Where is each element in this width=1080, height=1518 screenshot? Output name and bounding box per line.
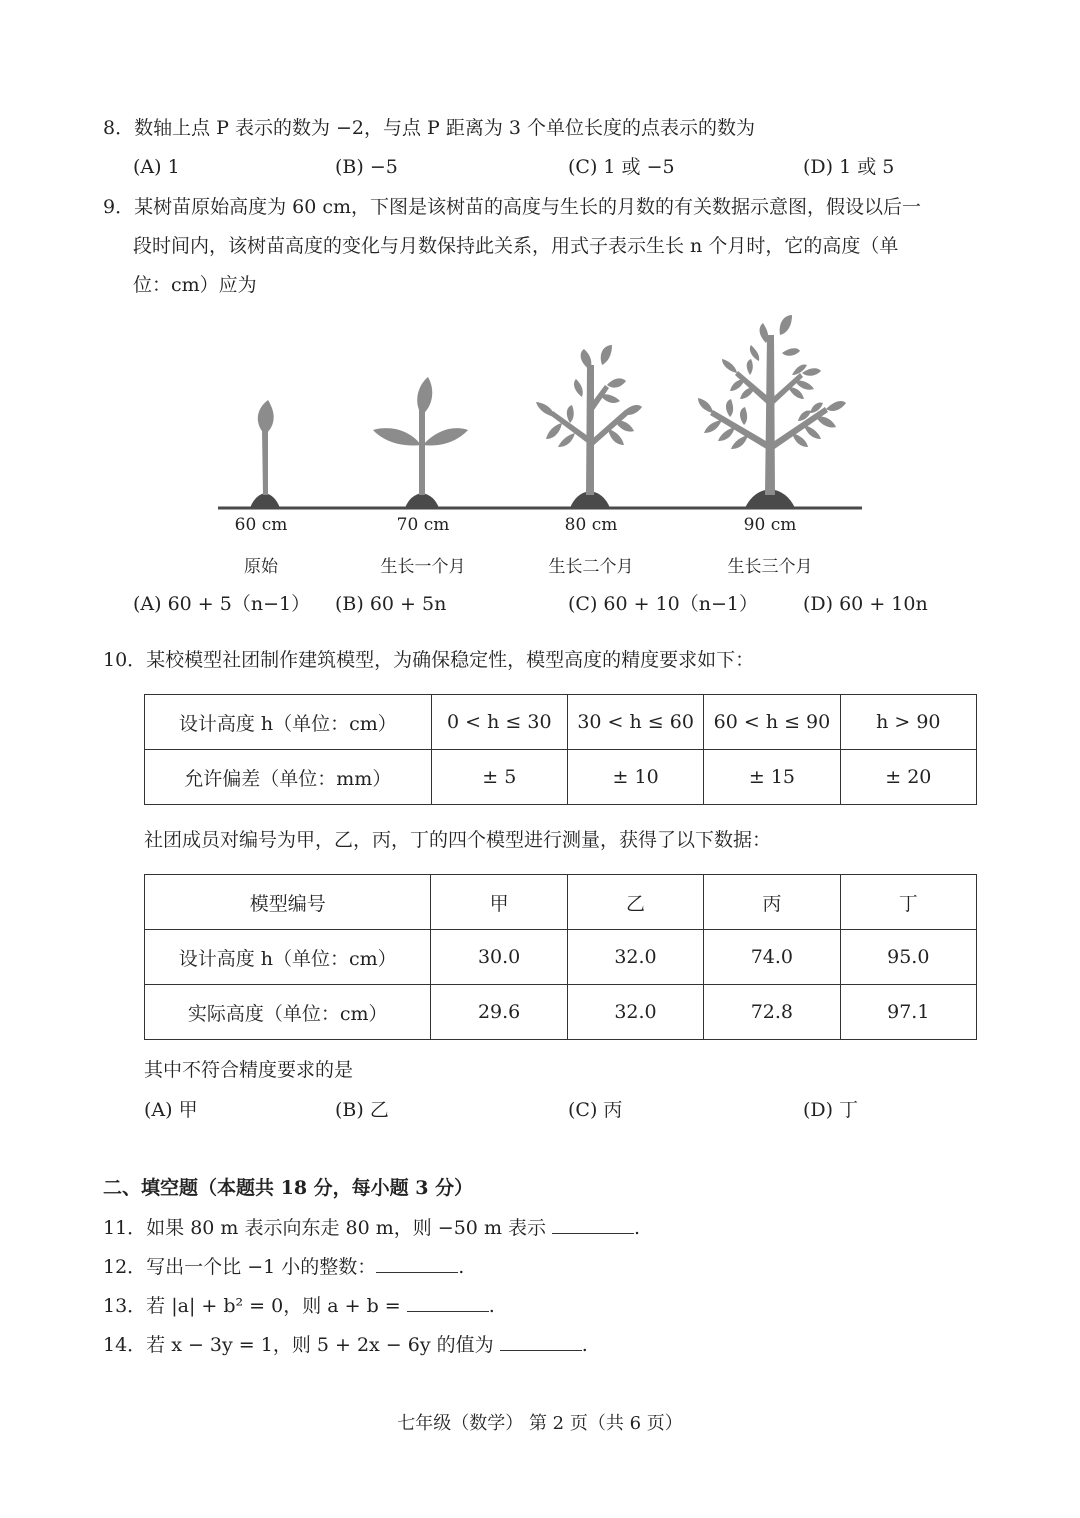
q9-stem-line1: 9．某树苗原始高度为 60 cm，下图是该树苗的高度与生长的月数的有关数据示意图，假设以后一 bbox=[103, 196, 922, 218]
table-cell: ± 10 bbox=[567, 750, 703, 805]
q8-stem: 8．数轴上点 P 表示的数为 −2，与点 P 距离为 3 个单位长度的点表示的数为 bbox=[103, 117, 756, 139]
table-cell: 97.1 bbox=[840, 985, 976, 1040]
page-footer: 七年级（数学） 第 2 页（共 6 页） bbox=[397, 1413, 683, 1434]
table-cell: 模型编号 bbox=[145, 875, 431, 930]
table-cell: h > 90 bbox=[840, 695, 976, 750]
q13-answer-blank[interactable] bbox=[407, 1293, 489, 1312]
stage3-label: 生长二个月 bbox=[548, 557, 634, 577]
table-cell: 30.0 bbox=[431, 930, 567, 985]
table-cell: ± 5 bbox=[431, 750, 567, 805]
table-cell: 74.0 bbox=[704, 930, 840, 985]
q12-text: 12．写出一个比 −1 小的整数： bbox=[103, 1256, 377, 1278]
stage4-height: 90 cm bbox=[743, 515, 797, 535]
table-row bbox=[145, 985, 977, 1040]
table-row bbox=[145, 695, 977, 750]
q9-option-a: (A) 60 + 5（n−1） bbox=[133, 593, 311, 615]
plant-stage-2 bbox=[373, 377, 468, 508]
q12-end: . bbox=[458, 1256, 465, 1278]
stage2-label: 生长一个月 bbox=[380, 557, 466, 577]
q12 bbox=[103, 1254, 464, 1279]
table-cell: 72.8 bbox=[704, 985, 840, 1040]
q10-option-a: (A) 甲 bbox=[144, 1099, 198, 1121]
precision-table bbox=[144, 694, 977, 805]
q10-option-c: (C) 丙 bbox=[568, 1099, 623, 1121]
stage2-height: 70 cm bbox=[396, 515, 450, 535]
table-cell: 乙 bbox=[567, 875, 703, 930]
q14-text: 14．若 x − 3y = 1，则 5 + 2x − 6y 的值为 bbox=[103, 1334, 494, 1356]
plant-stage-1 bbox=[250, 400, 280, 508]
measurement-table bbox=[144, 874, 977, 1040]
q8-option-d: (D) 1 或 5 bbox=[803, 156, 895, 178]
q10-option-b: (B) 乙 bbox=[335, 1099, 389, 1121]
q8-option-a: (A) 1 bbox=[133, 156, 180, 178]
table-cell: 60 < h ≤ 90 bbox=[704, 695, 840, 750]
table-cell: 32.0 bbox=[567, 985, 703, 1040]
table-cell: 29.6 bbox=[431, 985, 567, 1040]
table-cell: 允许偏差（单位：mm） bbox=[145, 750, 432, 805]
plant-stage-4 bbox=[698, 315, 846, 508]
table-row bbox=[145, 750, 977, 805]
table-cell: 丙 bbox=[704, 875, 840, 930]
q11-answer-blank[interactable] bbox=[552, 1215, 634, 1234]
table-cell: 95.0 bbox=[840, 930, 976, 985]
q9-option-d: (D) 60 + 10n bbox=[803, 593, 928, 615]
q10-stem: 10．某校模型社团制作建筑模型，为确保稳定性，模型高度的精度要求如下： bbox=[103, 649, 755, 671]
tree-growth-illustration bbox=[210, 305, 870, 520]
table-cell: 实际高度（单位：cm） bbox=[145, 985, 431, 1040]
stage4-label: 生长三个月 bbox=[727, 557, 813, 577]
plant-stage-3 bbox=[536, 345, 642, 508]
q10-question: 其中不符合精度要求的是 bbox=[144, 1059, 354, 1081]
table-cell: ± 20 bbox=[840, 750, 976, 805]
q8-option-b: (B) −5 bbox=[335, 156, 398, 178]
table-cell: ± 15 bbox=[704, 750, 840, 805]
q9-stem-line3: 位：cm）应为 bbox=[133, 274, 257, 296]
q14 bbox=[103, 1332, 588, 1357]
q13-end: . bbox=[488, 1295, 495, 1317]
q11 bbox=[103, 1215, 640, 1240]
q9-stem-line2: 段时间内，该树苗高度的变化与月数保持此关系，用式子表示生长 n 个月时，它的高度（单 bbox=[133, 235, 899, 257]
table-cell: 30 < h ≤ 60 bbox=[567, 695, 703, 750]
q8-option-c: (C) 1 或 −5 bbox=[568, 156, 675, 178]
q10-option-d: (D) 丁 bbox=[803, 1099, 859, 1121]
table-cell: 32.0 bbox=[567, 930, 703, 985]
q12-answer-blank[interactable] bbox=[376, 1254, 458, 1273]
table-cell: 丁 bbox=[840, 875, 976, 930]
q10-middle-text: 社团成员对编号为甲，乙，丙，丁的四个模型进行测量，获得了以下数据： bbox=[144, 829, 772, 851]
q14-answer-blank[interactable] bbox=[500, 1332, 582, 1351]
section2-title: 二、填空题（本题共 18 分，每小题 3 分） bbox=[103, 1177, 474, 1199]
q13-text: 13．若 |a| + b² = 0，则 a + b = bbox=[103, 1295, 401, 1317]
table-row bbox=[145, 875, 977, 930]
q13 bbox=[103, 1293, 495, 1318]
table-cell: 甲 bbox=[431, 875, 567, 930]
table-cell: 设计高度 h（单位：cm） bbox=[145, 695, 432, 750]
q9-option-b: (B) 60 + 5n bbox=[335, 593, 447, 615]
table-row bbox=[145, 930, 977, 985]
q14-end: . bbox=[581, 1334, 588, 1356]
table-cell: 0 < h ≤ 30 bbox=[431, 695, 567, 750]
q11-end: . bbox=[634, 1217, 641, 1239]
table-cell: 设计高度 h（单位：cm） bbox=[145, 930, 431, 985]
stage1-height: 60 cm bbox=[234, 515, 288, 535]
q11-text: 11．如果 80 m 表示向东走 80 m，则 −50 m 表示 bbox=[103, 1217, 546, 1239]
stage3-height: 80 cm bbox=[564, 515, 618, 535]
q9-option-c: (C) 60 + 10（n−1） bbox=[568, 593, 759, 615]
stage1-label: 原始 bbox=[244, 557, 278, 577]
